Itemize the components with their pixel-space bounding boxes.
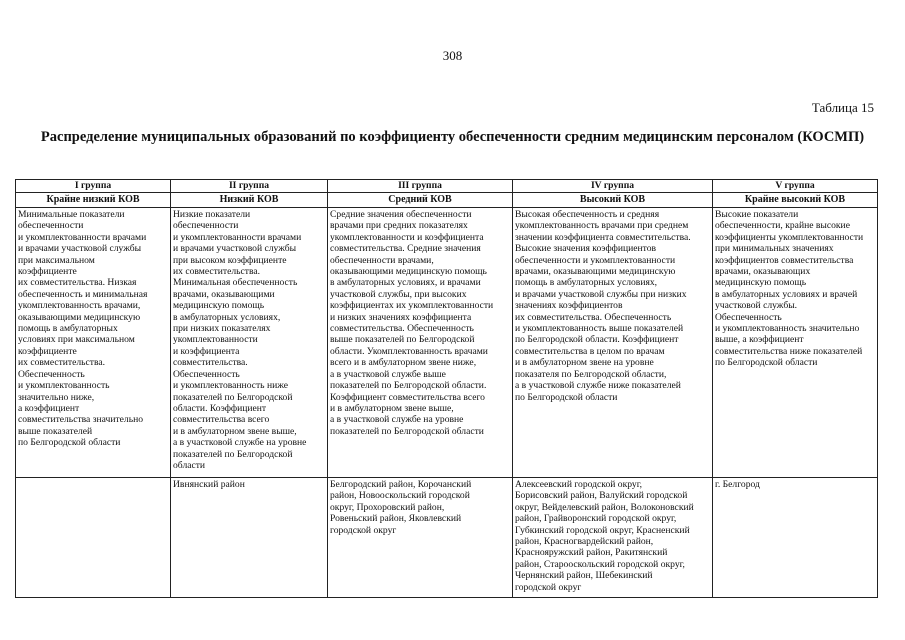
level-header-5: Крайне высокий КОВ [713,193,878,208]
criteria-text-3: Средние значения обеспеченности врачами при средних показателях укомплектованности и коэффициента совместительства. Средние значения обеспеченности врачами, оказывающими медицинскую помощь в амбулаторных условиях, и врачами участковой службы, при высоких коэффициентах их укомплектованности и низких значениях коэффициента совместительства. Обеспеченность выше показателей по Белгородской области. Укомплектованность врачами всего и в амбулаторном звене ниже, а в участковой службе выше показателей по Белгородской области. Коэффициент совместительства всего и в амбулаторном звене выше, а в участковой службе на уровне показателей по Белгородской области [330,209,494,437]
criteria-cell-1 [16,208,171,478]
criteria-cell-5 [713,208,878,478]
districts-cell-1 [16,478,171,598]
table-caption: Таблица 15 [811,100,874,115]
districts-text-2: Ивнянский район [173,479,245,490]
districts-cell-5 [713,478,878,598]
level-header-3: Средний КОВ [328,193,513,208]
districts-cell-3 [328,478,513,598]
group-header-4: IV группа [513,180,713,193]
criteria-cell-4 [513,208,713,478]
criteria-cell-3 [328,208,513,478]
level-header-2: Низкий КОВ [171,193,328,208]
group-header-1: I группа [16,180,171,193]
districts-row [16,478,878,598]
criteria-text-5: Высокие показатели обеспеченности, крайне высокие коэффициенты укомплектованности при минимальных значениях коэффициентов совместительства врачами, оказывающих медицинскую помощь в амбулаторных условиях и врачей участковой службы. Обеспеченность и укомплектованность значительно выше, а коэффициент совместительства ниже показателей по Белгородской области [715,209,864,369]
level-header-1: Крайне низкий КОВ [16,193,171,208]
page-number: 308 [442,48,463,63]
criteria-cell-2 [171,208,328,478]
distribution-table [15,179,878,598]
districts-text-5: г. Белгород [715,479,760,490]
districts-cell-4 [513,478,713,598]
districts-cell-2 [171,478,328,598]
group-header-3: III группа [328,180,513,193]
level-header-row [16,193,878,208]
criteria-text-4: Высокая обеспеченность и средняя укомплектованность врачами при среднем значении коэффициента совместительства. Высокие значения коэффициентов обеспеченности и укомплектованности врачами, оказывающими медицинскую помощь в амбулаторных условиях, и врачами участковой службы при низких значениях коэффициентов их совместительства. Обеспеченность и укомплектованность выше показателей по Белгородской области. Коэффициент совместительства в целом по врачам и в амбулаторном звене на уровне показателя по Белгородской области, а в участковой службе ниже показателей по Белгородской области [515,209,691,403]
level-header-4: Высокий КОВ [513,193,713,208]
document-title: Распределение муниципальных образований по коэффициенту обеспеченности средним медицинским персоналом (КОСМП) [40,129,865,145]
criteria-row [16,208,878,478]
criteria-text-1: Минимальные показатели обеспеченности и укомплектованности врачами и врачами участковой службы при максимальном коэффициенте их совместительства. Низкая обеспеченность и минимальная укомплектованность врачами, оказывающими медицинскую помощь в амбулаторных условиях при максимальном коэффициенте их совместительства. Обеспеченность и укомплектованность значительно ниже, а коэффициент совместительства значительно выше показателей по Белгородской области [18,209,148,449]
group-header-5: V группа [713,180,878,193]
group-header-2: II группа [171,180,328,193]
group-header-row [16,180,878,193]
districts-text-4: Алексеевский городской округ, Борисовский район, Валуйский городской округ, Вейделевский район, Волоконовский район, Грайворонский городской округ, Губкинский городской округ, Красненский район, Красногвардейский район, Краснояружский район, Ракитянский район, Старооскольский городской округ, Чернянский район, Шебекинский городской округ [515,479,694,593]
criteria-text-2: Низкие показатели обеспеченности и укомплектованности врачами и врачами участковой службы при высоком коэффициенте их совместительства. Минимальная обеспеченность врачами, оказывающими медицинскую помощь в амбулаторных условиях, при низких показателях укомплектованности и коэффициента совместительства. Обеспеченность и укомплектованность ниже показателей по Белгородской области. Коэффициент совместительства всего и в амбулаторном звене выше, а в участковой службе на уровне показателей по Белгородской области [173,209,307,471]
districts-text-3: Белгородский район, Корочанский район, Новооскольский городской округ, Прохоровский район, Ровеньский район, Яковлевский городской округ [330,479,472,536]
